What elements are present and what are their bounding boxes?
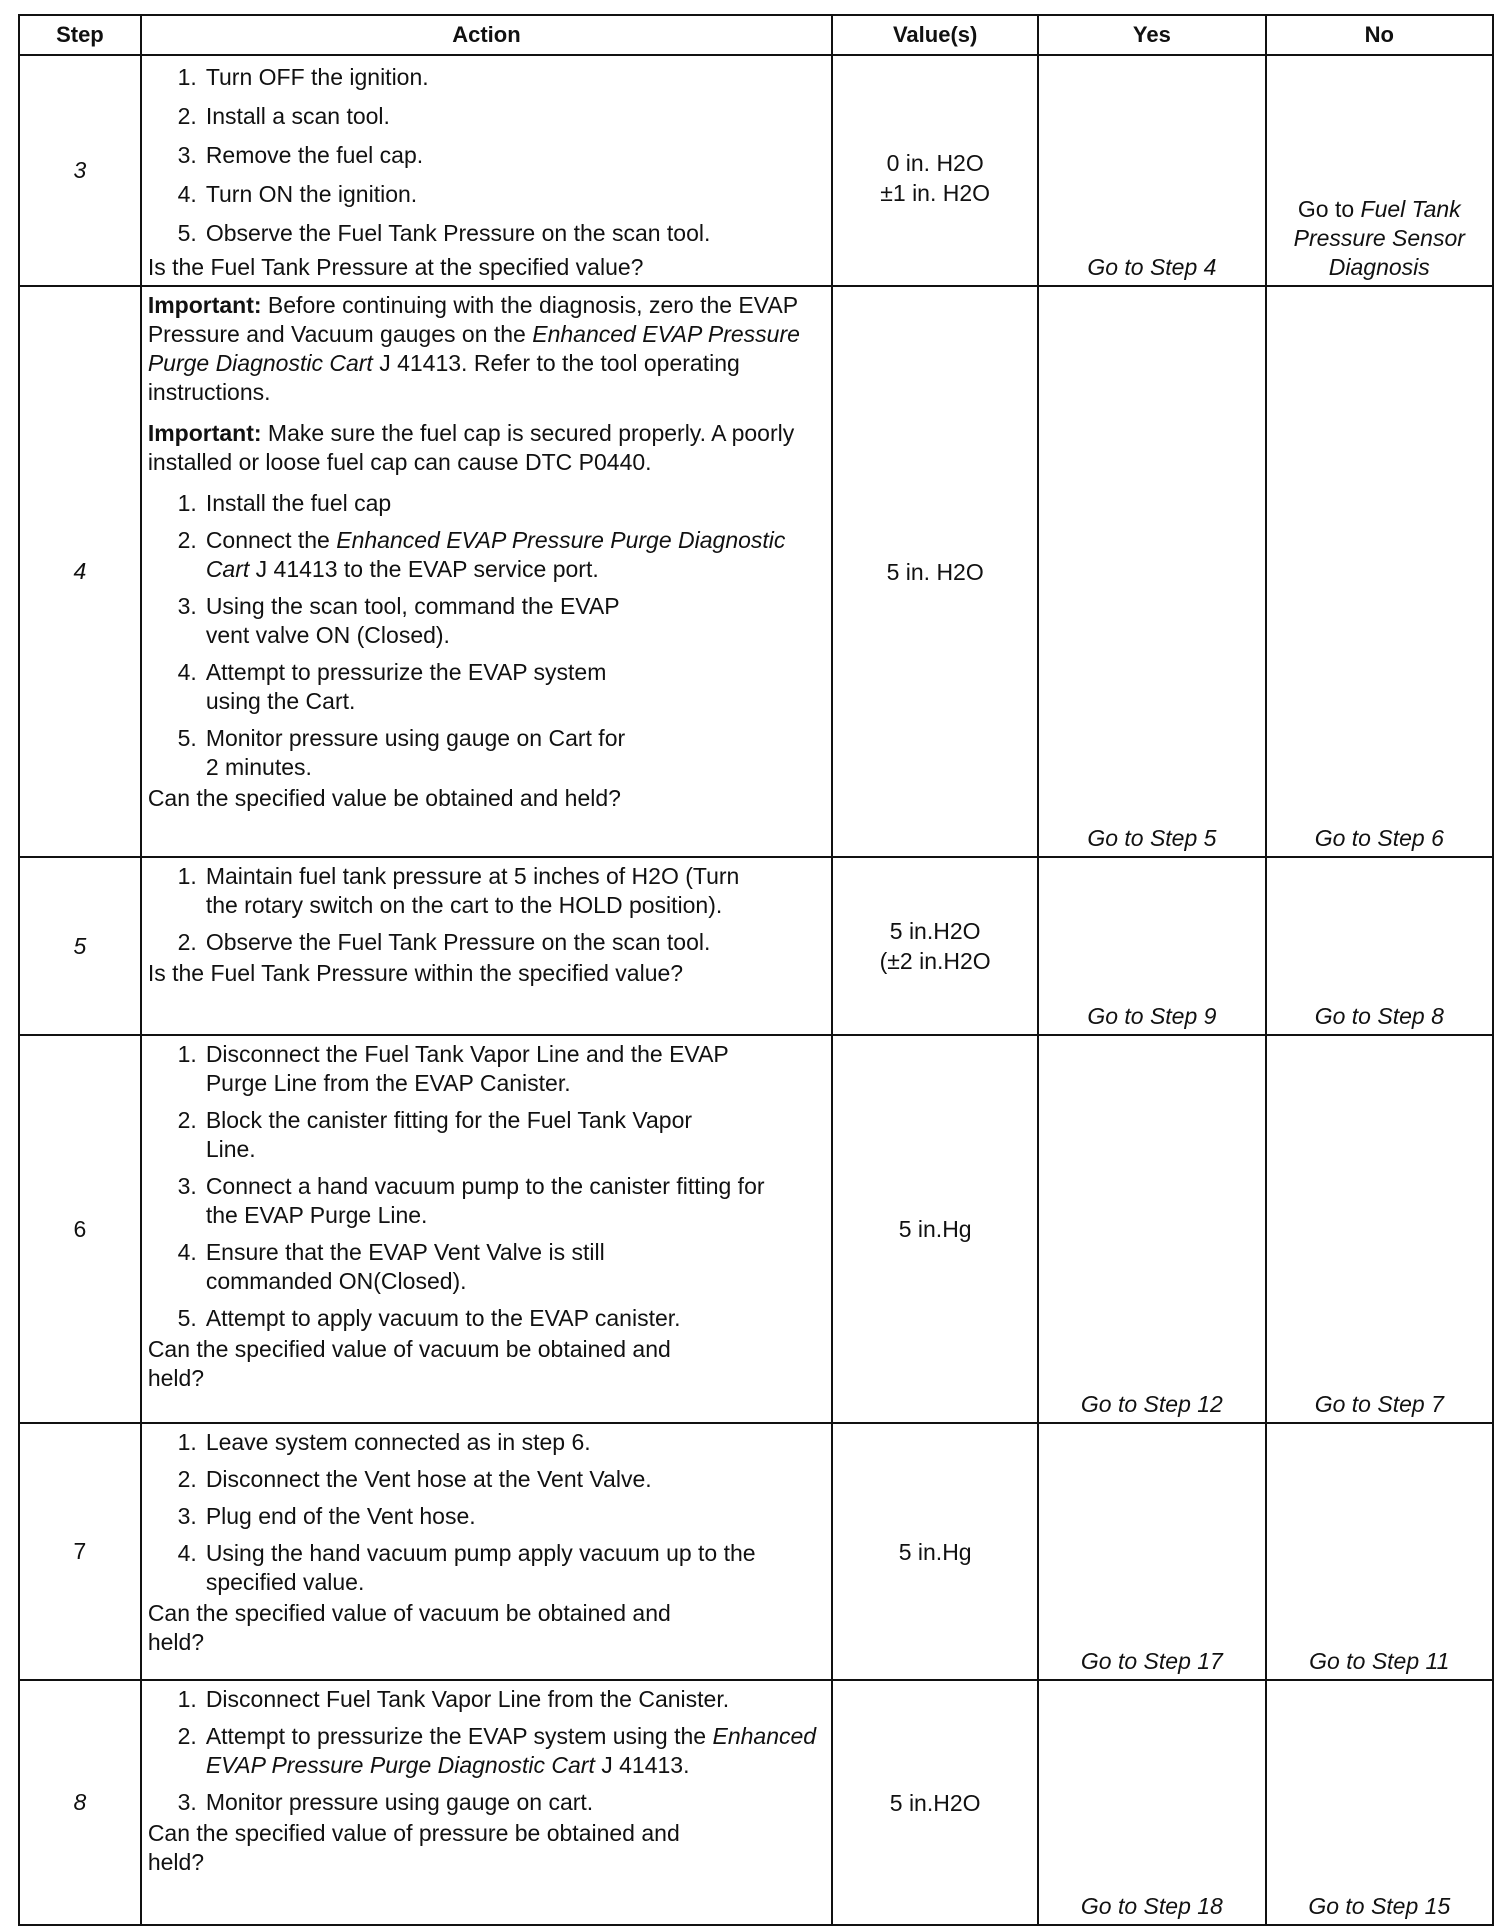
item-number: 5. [177,1305,197,1331]
item-number: 1. [177,64,197,90]
item-text: Maintain fuel tank pressure at 5 inches of H2O (Turn the rotary switch on the cart to the HOLD position). [205,863,740,918]
no-cell: Go to Step 8 [1266,857,1493,1035]
item-text: Ensure that the EVAP Vent Valve is still commanded ON(Closed). [205,1239,605,1294]
step-number: 6 [19,1035,141,1423]
list-item [148,862,825,920]
item-number: 2. [177,929,197,955]
action-cell [141,857,832,1035]
value-line: (±2 in.H2O [879,948,991,974]
item-number: 1. [177,1686,197,1712]
value-cell [832,857,1038,1035]
step-number: 4 [19,286,141,857]
action-cell [141,1423,832,1680]
no-cell: Go to Step 15 [1266,1680,1493,1925]
action-cell [141,55,832,286]
list-item [148,1106,825,1164]
item-text [206,526,825,584]
item-text: Attempt to apply vacuum to the EVAP canister. [205,1305,681,1331]
yes-cell: Go to Step 4 [1038,55,1265,286]
action-question: Is the Fuel Tank Pressure at the specified value? [147,254,644,280]
item-number: 2. [177,1466,197,1492]
list-item [148,1502,825,1531]
item-text: Block the canister fitting for the Fuel Tank Vapor Line. [205,1107,693,1162]
table-row [19,286,1493,857]
action-question: Can the specified value of pressure be obtained and held? [147,1820,680,1875]
item-text: Turn OFF the ignition. [205,64,429,90]
list-item [148,1040,825,1098]
yes-cell: Go to Step 5 [1038,286,1265,857]
item-text [206,1722,825,1780]
item-text: Attempt to pressurize the EVAP system using the Cart. [205,659,607,714]
table-row [19,1423,1493,1680]
item-text: Monitor pressure using gauge on Cart for 2 minutes. [205,725,626,780]
no-cell: Go to Step 11 [1266,1423,1493,1680]
item-text: Turn ON the ignition. [205,181,418,207]
value-line: ±1 in. H2O [880,180,991,206]
step-number: 8 [19,1680,141,1925]
item-number: 1. [177,863,197,889]
value-cell: 5 in.H2O [832,1680,1038,1925]
list-item [148,62,825,92]
list-item [148,724,825,782]
action-cell [141,1035,832,1423]
item-number: 1. [177,1429,197,1455]
important-note [148,291,825,407]
list-item [148,1539,825,1597]
step-number: 5 [19,857,141,1035]
list-item [148,1788,825,1817]
header-row [19,15,1493,55]
list-item [148,179,825,209]
list-item [148,1304,825,1333]
item-text: Monitor pressure using gauge on cart. [205,1789,594,1815]
list-item [148,101,825,131]
item-text: Install a scan tool. [205,103,390,129]
item-text: Disconnect the Fuel Tank Vapor Line and the EVAP Purge Line from the EVAP Canister. [205,1041,729,1096]
header-step: Step [19,15,141,55]
diagnostic-table-page [18,14,1494,1926]
item-number: 4. [177,1540,197,1566]
value-cell: 5 in.Hg [832,1423,1038,1680]
value-cell [832,55,1038,286]
table-row [19,1035,1493,1423]
item-number: 3. [177,142,197,168]
step-number: 7 [19,1423,141,1680]
item-text: Disconnect Fuel Tank Vapor Line from the Canister. [205,1686,730,1712]
no-cell: Go to Step 6 [1266,286,1493,857]
no-link: Fuel Tank Pressure Sensor Diagnosis [1293,196,1465,280]
action-list [148,489,825,782]
list-item [148,1685,825,1714]
list-item [148,140,825,170]
item-number: 3. [177,1789,197,1815]
tool-name: Enhanced EVAP Pressure Purge Diagnostic Cart [147,321,800,376]
list-item [148,658,825,716]
item-text: Using the scan tool, command the EVAP vent valve ON (Closed). [205,593,620,648]
table-row [19,1680,1493,1925]
note-text: J 41413. Refer to the tool operating instructions. [147,350,740,405]
list-item [148,592,825,650]
list-item [148,489,825,518]
item-text-part: Connect the [205,527,337,553]
action-question: Can the specified value be obtained and held? [147,785,621,811]
item-number: 4. [177,181,197,207]
value-cell: 5 in. H2O [832,286,1038,857]
item-text: Leave system connected as in step 6. [205,1429,591,1455]
value-line: 0 in. H2O [886,150,984,176]
list-item [148,1238,825,1296]
item-text-part: Attempt to pressurize the EVAP system using the [205,1723,713,1749]
tool-name: Enhanced EVAP Pressure Purge Diagnostic Cart [205,527,786,582]
yes-cell: Go to Step 9 [1038,857,1265,1035]
item-text-part: J 41413. [594,1752,690,1778]
action-question: Can the specified value of vacuum be obtained and held? [147,1336,671,1391]
action-list [148,862,825,957]
tool-name: Enhanced EVAP Pressure Purge Diagnostic Cart [205,1723,817,1778]
no-cell [1266,55,1493,286]
header-action: Action [141,15,832,55]
list-item [148,1722,825,1780]
item-number: 3. [177,1503,197,1529]
header-value: Value(s) [832,15,1038,55]
item-number: 4. [177,659,197,685]
item-number: 4. [177,1239,197,1265]
list-item [148,1428,825,1457]
item-number: 2. [177,527,197,553]
item-text: Remove the fuel cap. [205,142,424,168]
value-cell: 5 in.Hg [832,1035,1038,1423]
yes-cell: Go to Step 12 [1038,1035,1265,1423]
action-cell [141,286,832,857]
item-text: Plug end of the Vent hose. [205,1503,476,1529]
item-number: 5. [177,725,197,751]
step-number: 3 [19,55,141,286]
yes-cell: Go to Step 18 [1038,1680,1265,1925]
item-text: Connect a hand vacuum pump to the canister fitting for the EVAP Purge Line. [205,1173,765,1228]
action-list [148,1428,825,1597]
item-number: 3. [177,1173,197,1199]
action-question: Can the specified value of vacuum be obtained and held? [147,1600,671,1655]
important-note [148,419,825,477]
no-cell: Go to Step 7 [1266,1035,1493,1423]
table-row [19,55,1493,286]
item-number: 5. [177,220,197,246]
item-text-part: J 41413 to the EVAP service port. [249,556,599,582]
item-number: 3. [177,593,197,619]
action-list [148,62,825,248]
note-text: Before continuing with the diagnosis, zero the EVAP Pressure and Vacuum gauges on the [147,292,798,347]
header-no: No [1266,15,1493,55]
note-text: Make sure the fuel cap is secured properly. A poorly installed or loose fuel cap can cause DTC P0440. [147,420,795,475]
item-text: Install the fuel cap [205,490,392,516]
note-label: Important: [147,292,262,318]
item-text: Observe the Fuel Tank Pressure on the scan tool. [205,220,711,246]
item-number: 2. [177,103,197,129]
header-yes: Yes [1038,15,1265,55]
action-list [148,1685,825,1817]
action-question: Is the Fuel Tank Pressure within the specified value? [147,960,684,986]
no-prefix: Go to [1297,196,1355,222]
list-item [148,218,825,248]
item-number: 2. [177,1723,197,1749]
item-text: Disconnect the Vent hose at the Vent Valve. [205,1466,652,1492]
table-row [19,857,1493,1035]
item-number: 1. [177,490,197,516]
list-item [148,1172,825,1230]
note-label: Important: [147,420,262,446]
item-text: Observe the Fuel Tank Pressure on the scan tool. [205,929,711,955]
list-item [148,1465,825,1494]
value-line: 5 in.H2O [889,918,981,944]
item-text: Using the hand vacuum pump apply vacuum up to the specified value. [205,1540,756,1595]
action-cell [141,1680,832,1925]
item-number: 1. [177,1041,197,1067]
action-list [148,1040,825,1333]
list-item [148,928,825,957]
list-item [148,526,825,584]
diagnostic-table [18,14,1494,1926]
item-number: 2. [177,1107,197,1133]
yes-cell: Go to Step 17 [1038,1423,1265,1680]
